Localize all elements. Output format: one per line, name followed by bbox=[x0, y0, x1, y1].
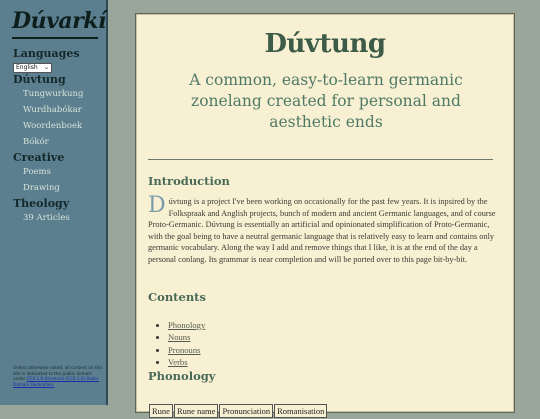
license-note bbox=[13, 365, 103, 387]
list-item bbox=[168, 344, 205, 356]
sidebar-heading-theology[interactable]: Theology bbox=[13, 197, 70, 210]
language-select[interactable] bbox=[13, 63, 52, 73]
contents-link-phonology[interactable]: Phonology bbox=[168, 320, 206, 330]
contents-list bbox=[158, 319, 205, 368]
table-header-row bbox=[149, 404, 327, 418]
title-divider bbox=[148, 159, 493, 160]
list-item bbox=[168, 356, 205, 368]
license-link[interactable]: CC0 1.0 Universal (CC0 1.0) Public Domain Dedication. bbox=[13, 376, 99, 387]
introduction-heading: Introduction bbox=[148, 174, 230, 188]
introduction-paragraph bbox=[148, 193, 503, 265]
page-subtitle: A common, easy-to-learn germanic zonelang created for personal and aesthetic ends bbox=[189, 71, 463, 131]
introduction-text: úvtung is a project I've been working on occasionally for the past few years. It is inpsired by the Folkspraak and Anglish projects, bunch of modern and ancient Germanic languages, and of course Proto-Germanic. Dúvtung is essentially an artificial and opinionated simplification of Proto-Germanic, with the goal being to have a neutral germanic language that is relatively easy to learn and contains only germanic vocabulary. Along the way I add and remove things that I like, it is at the end of the day a personal conlang. Its grammar is near completion and will be ported over to this page bit-by-bit. bbox=[148, 197, 496, 264]
column-header-romanisation: Romanisation bbox=[274, 404, 327, 418]
languages-heading: Languages bbox=[13, 47, 80, 60]
column-header-rune-name: Rune name bbox=[174, 404, 218, 418]
contents-link-nouns[interactable]: Nouns bbox=[168, 332, 191, 343]
column-header-rune: Rune bbox=[149, 404, 173, 418]
list-item bbox=[168, 319, 205, 331]
rune-table bbox=[148, 403, 328, 419]
language-select-value: English bbox=[16, 64, 38, 71]
sidebar-item-poems[interactable]: Poems bbox=[23, 167, 51, 177]
sidebar-item-39-articles[interactable]: 39 Articles bbox=[23, 213, 70, 223]
drop-cap: D bbox=[148, 193, 166, 218]
logo-divider bbox=[12, 37, 98, 39]
list-item bbox=[168, 331, 205, 343]
main-content bbox=[135, 13, 515, 416]
contents-link-verbs[interactable]: Verbs bbox=[168, 356, 188, 367]
page-title: Dúvtung bbox=[264, 29, 386, 59]
chevron-down-icon: ⌄ bbox=[43, 64, 49, 71]
sidebar-item-woordenboek[interactable]: Woordenboek bbox=[23, 121, 83, 131]
site-logo[interactable]: Dúvarkí bbox=[12, 8, 106, 34]
sidebar-item-bokor[interactable]: Bókór bbox=[23, 137, 49, 147]
sidebar-heading-creative[interactable]: Creative bbox=[13, 151, 65, 164]
sidebar-item-drawing[interactable]: Drawing bbox=[23, 183, 60, 193]
sidebar-item-wurdhabokar[interactable]: Wurdhabókar bbox=[23, 105, 82, 115]
contents-heading: Contents bbox=[148, 290, 206, 304]
sidebar bbox=[0, 0, 108, 405]
sidebar-heading-duvtung[interactable]: Dúvtung bbox=[13, 73, 66, 86]
license-text: Unless otherwise noted, all content on this site is dedicated to the public domain under bbox=[13, 365, 103, 381]
column-header-pronunciation: Pronunciation bbox=[219, 404, 273, 418]
sidebar-item-tungwurkung[interactable]: Tungwurkung bbox=[23, 89, 84, 99]
contents-link-pronouns[interactable]: Pronouns bbox=[168, 344, 201, 355]
phonology-heading: Phonology bbox=[148, 369, 216, 383]
